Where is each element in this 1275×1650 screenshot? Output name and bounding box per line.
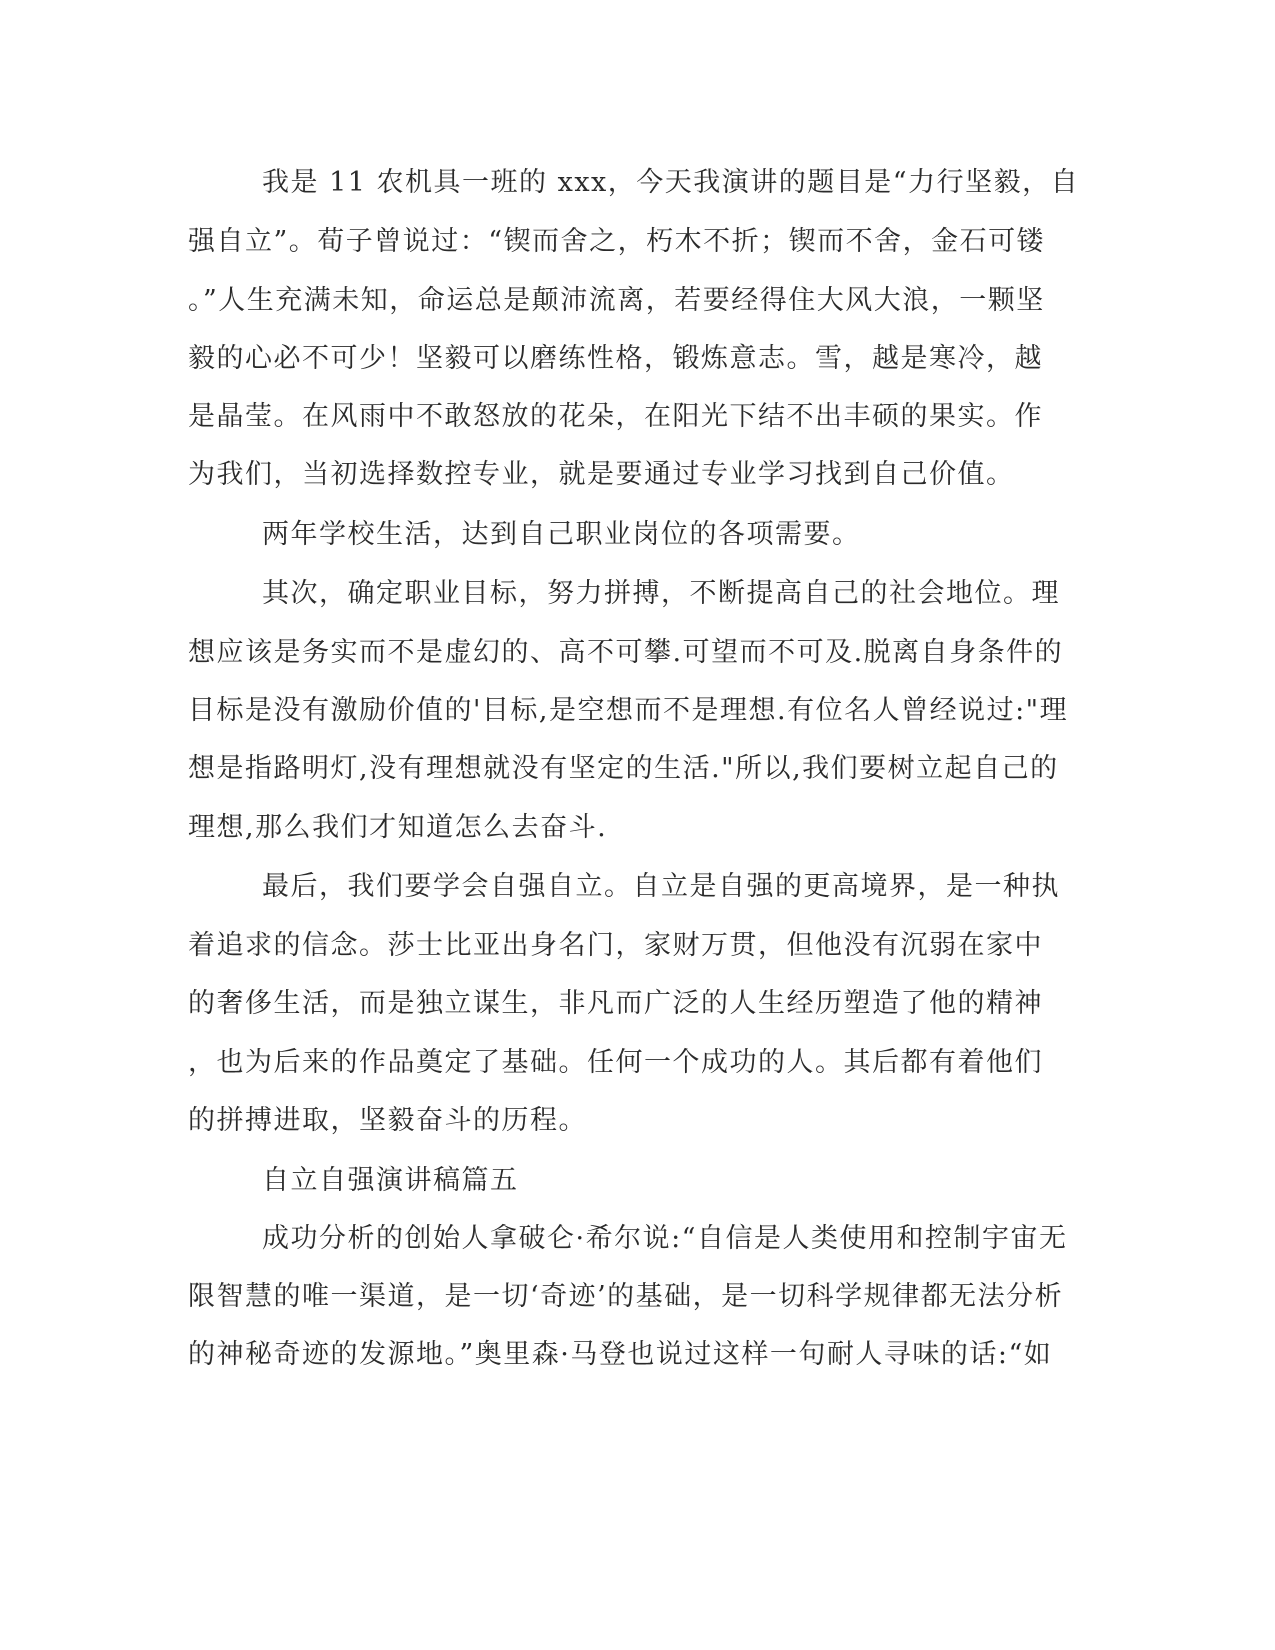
text-line: 两年学校生活，达到自己职业岗位的各项需要。 — [262, 519, 861, 550]
text-line: 着追求的信念。莎士比亚出身名门，家财万贯，但他没有沉弱在家中 — [188, 930, 1043, 961]
text-line: 毅的心必不可少！坚毅可以磨练性格，锻炼意志。雪，越是寒冷，越 — [188, 343, 1043, 374]
text-line: 限智慧的唯一渠道，是一切‘奇迹’的基础，是一切科学规律都无法分析 — [188, 1281, 1064, 1312]
text-line: 成功分析的创始人拿破仑·希尔说:“自信是人类使用和控制宇宙无 — [262, 1223, 1068, 1254]
text-line: 其次，确定职业目标，努力拼搏，不断提高自己的社会地位。理 — [262, 578, 1060, 609]
section-heading: 自立自强演讲稿篇五 — [262, 1165, 519, 1196]
text-line: 的神秘奇迹的发源地。”奥里森·马登也说过这样一句耐人寻味的话:“如 — [188, 1339, 1053, 1370]
text-line: 想应该是务实而不是虚幻的、高不可攀.可望而不可及.脱离自身条件的 — [188, 637, 1064, 668]
text-line: 理想,那么我们才知道怎么去奋斗. — [188, 812, 608, 843]
text-line: 我是 11 农机具一班的 xxx，今天我演讲的题目是“力行坚毅，自 — [262, 167, 1080, 198]
text-line: 最后，我们要学会自强自立。自立是自强的更高境界，是一种执 — [262, 871, 1060, 902]
text-line: 是晶莹。在风雨中不敢怒放的花朵，在阳光下结不出丰硕的果实。作 — [188, 401, 1043, 432]
text-line: 的拼搏进取，坚毅奋斗的历程。 — [188, 1105, 587, 1136]
text-line: 。”人生充满未知，命运总是颠沛流离，若要经得住大风大浪，一颗坚 — [188, 285, 1045, 316]
text-line: 强自立”。荀子曾说过：“锲而舍之，朽木不折；锲而不舍，金石可镂 — [188, 226, 1046, 257]
text-line: 的奢侈生活，而是独立谋生，非凡而广泛的人生经历塑造了他的精神 — [188, 988, 1043, 1019]
text-line: 为我们，当初选择数控专业，就是要通过专业学习找到自己价值。 — [188, 459, 1015, 490]
text-line: 想是指路明灯,没有理想就没有坚定的生活."所以,我们要树立起自己的 — [188, 753, 1059, 784]
text-line: ，也为后来的作品奠定了基础。任何一个成功的人。其后都有着他们 — [188, 1047, 1043, 1078]
text-line: 目标是没有激励价值的'目标,是空想而不是理想.有位名人曾经说过:"理 — [188, 695, 1069, 726]
